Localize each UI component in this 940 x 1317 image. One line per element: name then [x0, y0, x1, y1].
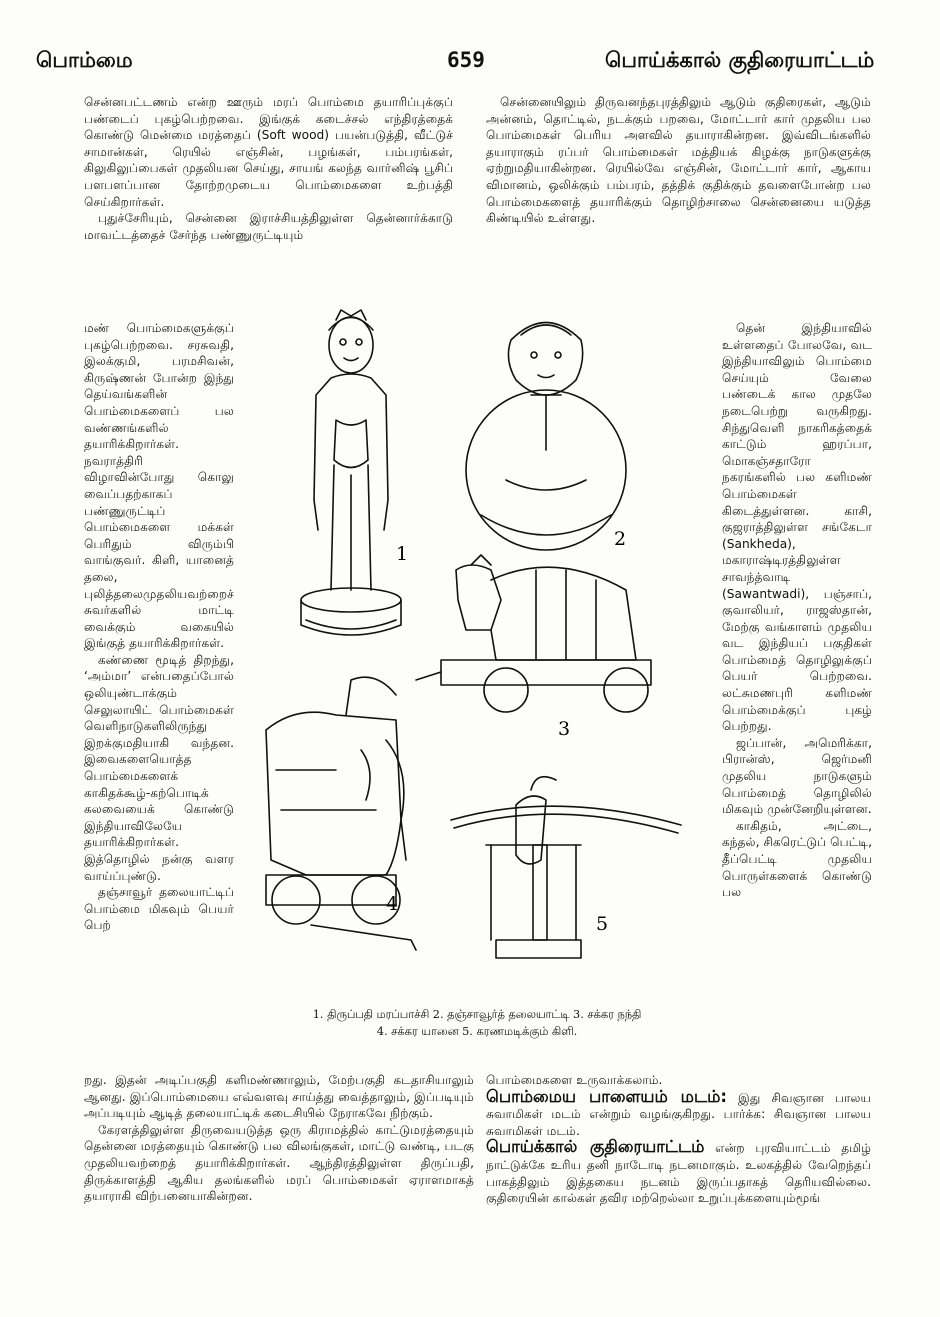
column-right-narrow — [722, 320, 872, 901]
elephant-cart-drawing — [266, 677, 416, 950]
page-number: 659 — [447, 48, 485, 72]
paragraph: புதுச்சேரியும், சென்னை இராச்சியத்திலுள்ள தென்னார்க்காடு மாவட்டத்தைச் சேர்ந்த பண்ணுருட்டியும் — [84, 211, 453, 242]
column-right-bottom — [486, 1072, 871, 1207]
caption-line: 4. சக்கர யானை 5. கரணமடிக்கும் கிளி. — [376, 1025, 578, 1038]
figure-label-2: 2 — [614, 528, 627, 550]
entry-heading: பொம்மைய பாளையம் மடம்: — [486, 1086, 727, 1106]
entry-body: இது சிவஞான பாலய சுவாமிகள் மடம் என்றும் வழங்குகிறது. பார்க்க: சிவஞான பாலய சுவாமிகள் மடம். — [486, 1090, 871, 1138]
column-left-top — [84, 94, 453, 243]
paragraph: மண் பொம்மைகளுக்குப் புகழ்பெற்றவை. சரசுவதி, இலக்குமி, பரமசிவன், கிருஷ்ணன் போன்ற இந்து தெய்வங்களின் பொம்மைகளைப் பல வண்ணங்களில் தயாரிக்கிறார்கள். நவராத்திரி விழாவின்போது கொலு வைப்பதற்காகப் பண்ணுருட்டிப் பொம்மைகளை மக்கள் பெரிதும் விரும்பி வாங்குவர். கிளி, யானைத் தலை, புலித்தலைமுதலியவற்றைச் சுவர்களில் மாட்டி வைக்கும் வகையில் இங்குத் தயாரிக்கிறார்கள். — [84, 321, 234, 651]
paragraph: சென்னபட்டணம் என்ற ஊரும் மரப் பொம்மை தயாரிப்புக்குப் பண்டைப் புகழ்பெற்றவை. இங்குக் கடைச்சல் எந்திரத்தைக் கொண்டு மென்மை மரத்தைப் (Soft wood) பயன்படுத்தி, வீட்டுச் சாமான்கள், ரெயில் எஞ்சின், பழங்கள், பம்பரங்கள், கிலுகிலுப்பைகள் முதலியன செய்து, சாயங் கலந்த வார்னிஷ் பூசிப் பளபளப்பான தோற்றமுடைய பொம்மைகளை உற்பத்தி செய்கிறார்கள். — [84, 95, 453, 209]
paragraph: ஜப்பான், அமெரிக்கா, பிரான்ஸ், ஜெர்மனி முதலிய நாடுகளும் பொம்மைத் தொழிலில் மிகவும் முன்னேறியுள்ளன. — [722, 735, 872, 817]
figure-label-4: 4 — [386, 893, 399, 915]
entry-body: என்ற புரவியாட்டம் தமிழ் நாட்டுக்கே உரிய தனி நாடோடி நடனமாகும். உலகத்தில் வேறெந்தப் பாகத்திலும் இத்தகைய நடனம் இருப்பதாகத் தெரியவில்லை. குதிரையின் கால்கள் தவிர மற்றெல்லா உறுப்புக்களையும்மூங் — [486, 1141, 872, 1206]
paragraph: தஞ்சாவூர் தலையாட்டிப் பொம்மை மிகவும் பெயர் பெற் — [84, 885, 234, 933]
entry-poikkal-kuthirai — [486, 1139, 871, 1206]
nandi-cart-drawing — [416, 555, 651, 740]
figure-label-5: 5 — [596, 913, 609, 935]
column-left-narrow — [84, 320, 234, 934]
paragraph: தென் இந்தியாவில் உள்ளதைப் போலவே, வட இந்தியாவிலும் பொம்மை செய்யும் வேலை பண்டைக் கால முதலே நடைபெற்று வருகிறது. சிந்துவெளி நாகரிகத்தைக் காட்டும் ஹரப்பா, மொகஞ்சதாரோ நகரங்களில் பல களிமண் பொம்மைகள் கிடைத்துள்ளன. காசி, குஜராத்திலுள்ள சங்கேடா (Sankheda), மகாராஷ்டிரத்திலுள்ள சாவந்த்வாடி (Sawantwadi), பஞ்சாப், குவாலியர், ராஜஸ்தான், மேற்கு வங்காளம் முதலிய வட இந்தியப் பகுதிகள் பொம்மைத் தொழிலுக்குப் பெயர் பெற்றவை. லட்சுமணபுரி களிமண் பொம்மைக்குப் புகழ் பெற்றது. — [722, 321, 872, 734]
parrot-toy-drawing — [451, 777, 681, 958]
paragraph: றது. இதன் அடிப்பகுதி களிமண்ணாலும், மேற்பகுதி கடதாசியாலும் ஆனது. இப்பொம்மையை எவ்வளவு சாய்த்து வைத்தாலும், இப்படியும் அப்படியும் ஆடித் தலையாட்டிக் கடைசியில் நேராகவே நிற்கும். — [84, 1073, 474, 1121]
figure-label-1: 1 — [396, 543, 409, 565]
running-head-left: பொம்மை — [36, 48, 133, 72]
toys-illustration — [236, 300, 720, 1000]
paragraph: பொம்மைகளை உருவாக்கலாம். — [486, 1073, 663, 1087]
figure-label-3: 3 — [558, 718, 571, 740]
paragraph: கண்ணை மூடித் திறந்து, ‘அம்மா’ என்பதைப்போல் ஒலியுண்டாக்கும் செலுலாயிட் பொம்மைகள் வெளிநாடுகளிலிருந்து இறக்குமதியாகி வந்தன. இவைகளையொத்த பொம்மைகளைக் காகிதக்கூழ்-கற்பொடிக் கலவையைக் கொண்டு இந்தியாவிலேயே தயாரிக்கிறார்கள். இத்தொழில் நன்கு வளர வாய்ப்புண்டு. — [84, 652, 234, 883]
entry-pommaiya-palayam — [486, 1086, 871, 1140]
thalaiyatti-doll-drawing — [466, 323, 626, 551]
paragraph: சென்னையிலும் திருவனந்தபுரத்திலும் ஆடும் குதிரைகள், ஆடும் அன்னம், தொட்டில், நடக்கும் பறவை, மோட்டார் கார் முதலிய பல பொம்மைகள் பெரிய அளவில் தயாராகின்றன. இவ்விடங்களில் தயாராகும் ரப்பர் பொம்மைகள் மத்தியக் கிழக்கு நாடுகளுக்கு ஏற்றுமதியாகின்றன. ரெயில்வே எஞ்சின், மோட்டார் கார், ஆகாய விமானம், ஒலிக்கும் பம்பரம், தத்திக் குதிக்கும் தவளைபோன்ற பல பொம்மைகளைத் தயாரிக்கும் தொழிற்சாலை சென்னையை யடுத்த கிண்டியில் உள்ளது. — [486, 95, 871, 226]
paragraph: கேரளத்திலுள்ள திருவையடுத்த ஒரு கிராமத்தில் காட்டுமரத்தையும் தென்னை மரத்தையும் கொண்டு பல விலங்குகள், மாட்டு வண்டி, படகு முதலியவற்றைத் தயாரிக்கிறார்கள். ஆந்திரத்திலுள்ள திருப்பதி, திருக்காளத்தி ஆகிய தலங்களில் மரப் பொம்மைகள் ஏராளமாகத் தயாராகி விற்பனையாகின்றன. — [84, 1122, 474, 1204]
running-head-right: பொய்க்கால் குதிரையாட்டம் — [605, 48, 875, 72]
marapachi-doll-drawing — [301, 310, 401, 635]
figure-caption — [234, 1006, 720, 1040]
paragraph: காகிதம், அட்டை, கந்தல், சிகரெட்டுப் பெட்டி, தீப்பெட்டி முதலிய பொருள்களைக் கொண்டு பல — [722, 818, 872, 900]
caption-line: 1. திருப்பதி மரப்பாச்சி 2. தஞ்சாவூர்த் தலையாட்டி 3. சக்கர நந்தி — [312, 1008, 642, 1021]
column-right-top — [486, 94, 871, 227]
entry-heading: பொய்க்கால் குதிரையாட்டம் — [486, 1137, 705, 1157]
column-left-bottom — [84, 1072, 474, 1205]
